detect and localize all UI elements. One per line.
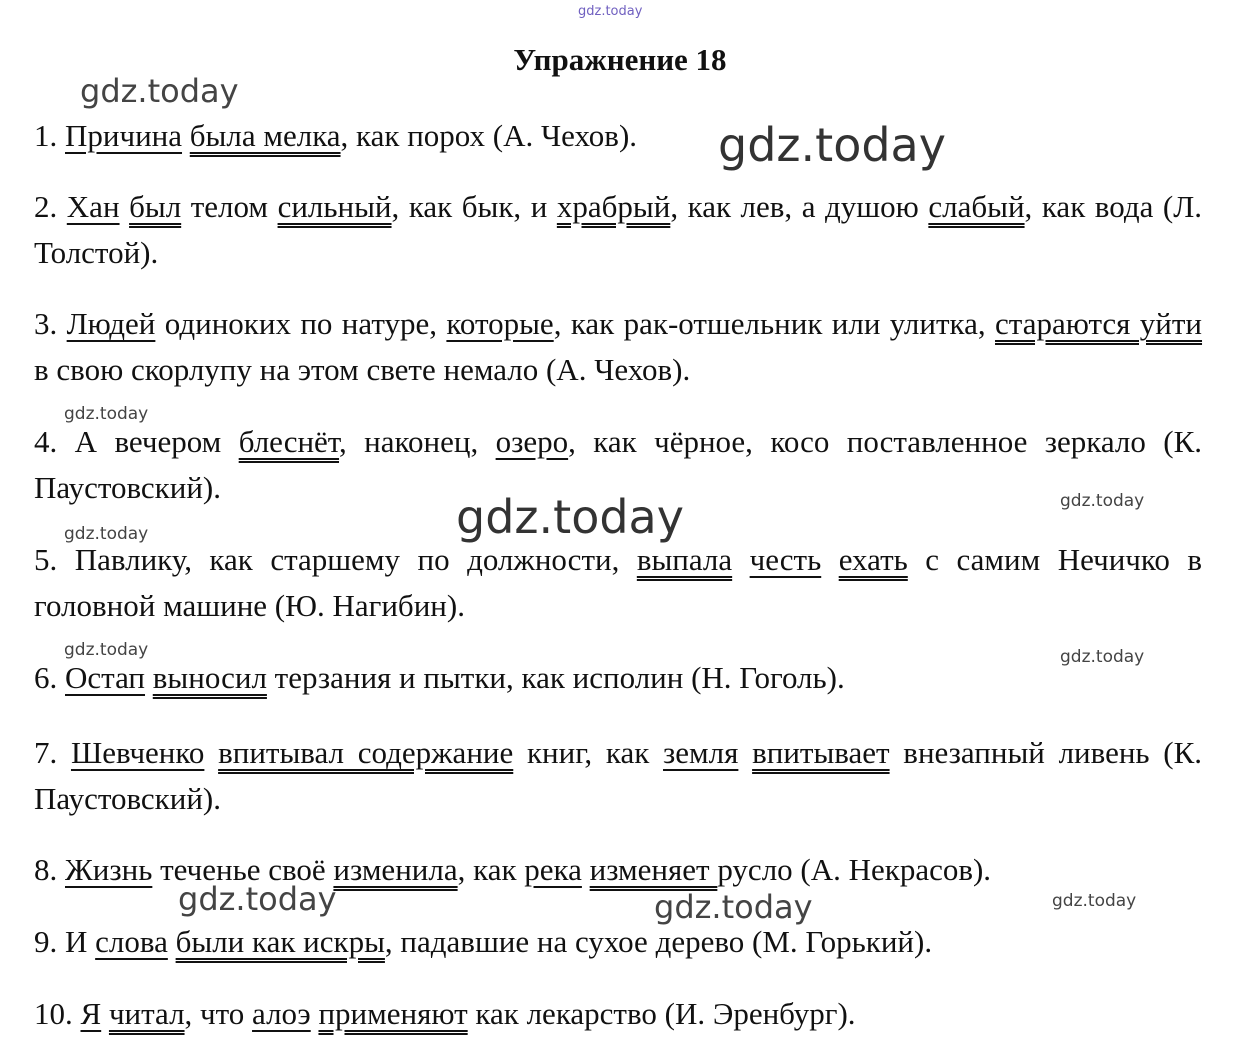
sentence-text: , как: [457, 852, 525, 887]
subject-word: слова: [95, 924, 168, 959]
sentence-text: [732, 542, 749, 577]
predicate-word: храбрый: [556, 189, 671, 224]
sentence-text: как лекарство (И. Эренбург).: [467, 996, 856, 1031]
sentence-text: , как бык, и: [391, 189, 557, 224]
sentence-text: 1.: [34, 118, 65, 153]
watermark: gdz.today: [64, 524, 149, 544]
predicate-word: впитывает: [752, 735, 890, 770]
sentence-9: [34, 919, 1202, 965]
sentence-text: 4. А вечером: [34, 424, 239, 459]
sentence-8: [34, 847, 1202, 893]
sentence-text: 8.: [34, 852, 65, 887]
watermark: gdz.today: [456, 490, 684, 544]
subject-word: Остап: [65, 660, 146, 695]
sentence-text: , падавшие на сухое дерево (М. Горький).: [384, 924, 933, 959]
sentence-text: [182, 118, 190, 153]
sentence-text: [204, 735, 218, 770]
predicate-word: впитывал содержание: [218, 735, 514, 770]
sentence-4: [34, 419, 1202, 511]
sentence-1: [34, 113, 1202, 159]
sentence-text: теченье своё: [152, 852, 334, 887]
watermark: gdz.today: [178, 880, 337, 918]
subject-word: река: [524, 852, 582, 887]
predicate-word: изменила: [333, 852, 458, 887]
sentence-text: русло (А. Некрасов).: [717, 852, 992, 887]
sentence-text: 3.: [34, 306, 67, 341]
sentence-text: , как лев, а душою: [670, 189, 929, 224]
sentence-text: внезапный ливень (К. Паустовский).: [34, 735, 1203, 816]
sentence-10: [34, 991, 1202, 1037]
subject-word: Я: [80, 996, 102, 1031]
subject-word: алоэ: [252, 996, 311, 1031]
watermark: gdz.today: [80, 72, 239, 110]
sentence-text: терзания и пытки, как исполин (Н. Гоголь).: [266, 660, 845, 695]
predicate-word: применяют: [318, 996, 468, 1031]
subject-word: Хан: [66, 189, 120, 224]
sentence-text: одиноких по натуре,: [155, 306, 447, 341]
watermark: gdz.today: [1052, 891, 1137, 911]
subject-word: Жизнь: [65, 852, 153, 887]
sentence-text: [582, 852, 590, 887]
predicate-word: ехать: [838, 542, 908, 577]
predicate-word: читал: [108, 996, 185, 1031]
predicate-word: была мелка: [189, 118, 341, 153]
subject-word: озеро: [495, 424, 569, 459]
sentence-text: книг, как: [513, 735, 664, 770]
subject-word: земля: [663, 735, 739, 770]
sentence-text: в свою скорлупу на этом свете немало (А. Чехов).: [34, 352, 691, 387]
sentence-text: [738, 735, 752, 770]
page-title: Упражнение 18: [513, 42, 727, 77]
sentence-text: 7.: [34, 735, 71, 770]
predicate-word: был: [129, 189, 182, 224]
sentence-text: [120, 189, 130, 224]
subject-word: Причина: [65, 118, 183, 153]
predicate-word: слабый: [928, 189, 1025, 224]
sentence-text: [821, 542, 838, 577]
sentence-text: 6.: [34, 660, 65, 695]
sentence-text: с самим Нечичко в головной машине (Ю. Нагибин).: [34, 542, 1202, 623]
predicate-word: стараются уйти: [995, 306, 1203, 341]
sentence-text: [145, 660, 153, 695]
watermark: gdz.today: [64, 640, 149, 660]
predicate-word: были как искры: [175, 924, 385, 959]
sentence-3: [34, 301, 1202, 393]
watermark: gdz.today: [718, 118, 946, 172]
sentence-text: телом: [181, 189, 278, 224]
sentence-text: [101, 996, 109, 1031]
sentence-7: [34, 730, 1202, 822]
sentence-text: , как порох (А. Чехов).: [340, 118, 638, 153]
predicate-word: выносил: [152, 660, 267, 695]
predicate-word: выпала: [636, 542, 733, 577]
sentence-text: , как чёрное, косо поставленное зеркало (К. Паустовский).: [34, 424, 1202, 505]
subject-word: Людей: [66, 306, 156, 341]
watermark: gdz.today: [654, 888, 813, 926]
sentence-text: 2.: [34, 189, 67, 224]
sentence-text: , что: [184, 996, 253, 1031]
predicate-word: сильный: [277, 189, 392, 224]
sentence-text: 10.: [34, 996, 81, 1031]
sentence-text: , как вода (Л. Толстой).: [34, 189, 1202, 270]
sentence-text: , как рак-отшельник или улитка,: [553, 306, 996, 341]
sentence-text: 9. И: [34, 924, 96, 959]
sentence-text: , наконец,: [339, 424, 496, 459]
sentence-text: [168, 924, 176, 959]
watermark: gdz.today: [1060, 491, 1145, 511]
sentence-6: [34, 655, 1202, 701]
sentence-5: [34, 537, 1202, 629]
sentence-text: 5. Павлику, как старшему по должности,: [34, 542, 637, 577]
subject-word: Шевченко: [70, 735, 205, 770]
predicate-word: блеснёт: [238, 424, 340, 459]
watermark-top: gdz.today: [578, 4, 643, 19]
watermark: gdz.today: [64, 404, 149, 424]
subject-word: честь: [749, 542, 822, 577]
subject-word: которые: [446, 306, 554, 341]
sentence-2: [34, 184, 1202, 276]
watermark: gdz.today: [1060, 647, 1145, 667]
predicate-word: изменяет: [589, 852, 718, 887]
